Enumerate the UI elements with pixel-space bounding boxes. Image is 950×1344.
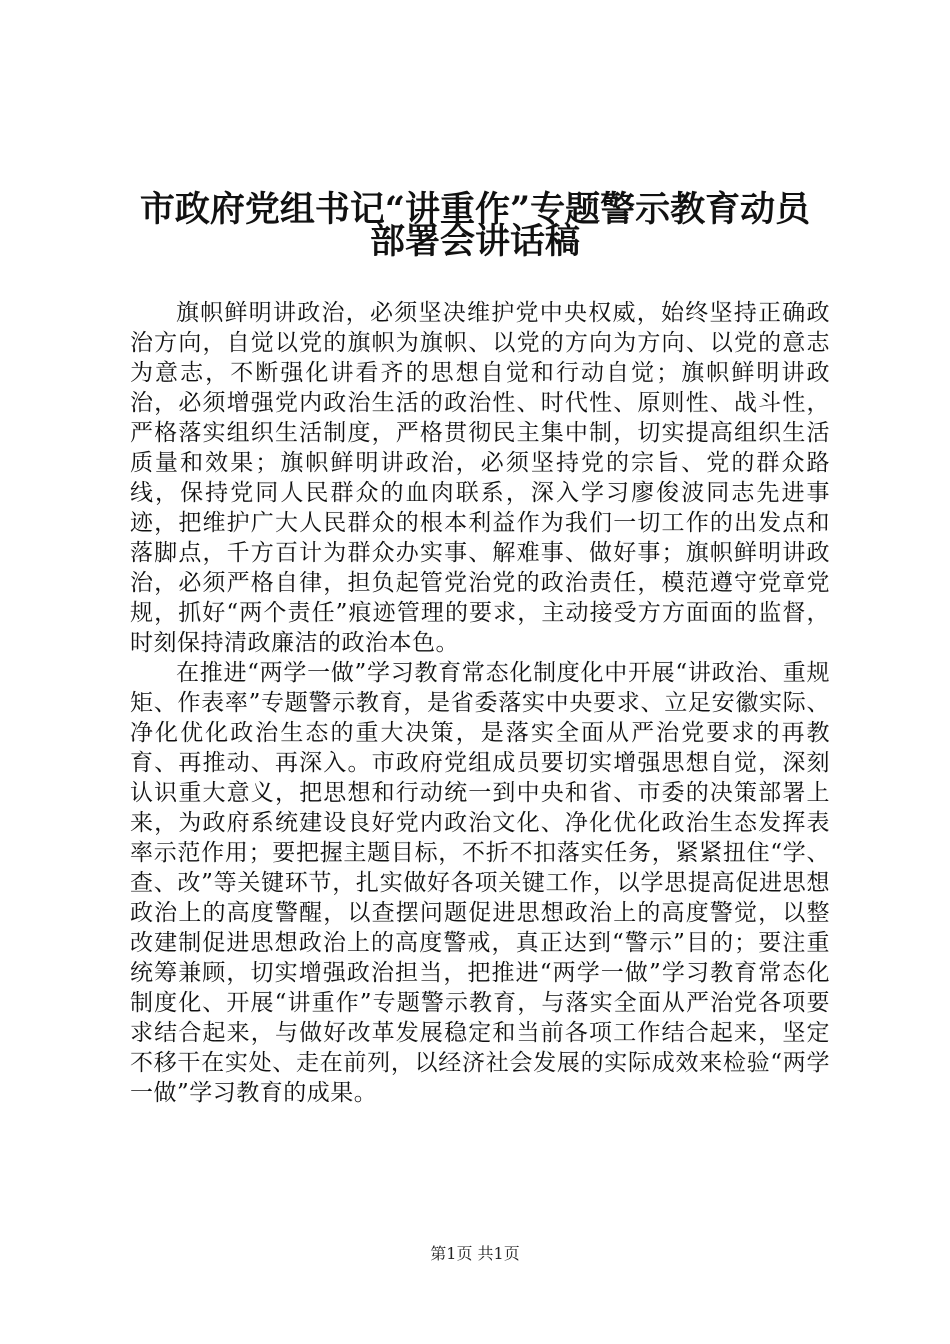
page-footer: 第1页 共1页 [430,1244,520,1263]
document-body [130,298,830,1108]
paragraph-2: 在推进“两学一做”学习教育常态化制度化中开展“讲政治、重规矩、作表率”专题警示教育，是省委落实中央要求、立足安徽实际、净化优化政治生态的重大决策，是落实全面从严治党要求的再教育、再推动、再深入。市政府党组成员要切实增强思想自觉，深刻认识重大意义，把思想和行动统一到中央和省、市委的决策部署上来，为政府系统建设良好党内政治文化、净化优化政治生态发挥表率示范作用；要把握主题目标，不折不扣落实任务，紧紧扭住“学、查、改”等关键环节，扎实做好各项关键工作，以学思提高促进思想政治上的高度警醒，以查摆问题促进思想政治上的高度警觉，以整改建制促进思想政治上的高度警戒，真正达到“警示”目的；要注重统筹兼顾，切实增强政治担当，把推进“两学一做”学习教育常态化制度化、开展“讲重作”专题警示教育，与落实全面从严治党各项要求结合起来，与做好改革发展稳定和当前各项工作结合起来，坚定不移干在实处、走在前列，以经济社会发展的实际成效来检验“两学一做”学习教育的成果。 [130,660,830,1106]
document-title-line-1: 市政府党组书记“讲重作”专题警示教育动员 [139,189,811,230]
paragraph-1: 旗帜鲜明讲政治，必须坚决维护党中央权威，始终坚持正确政治方向，自觉以党的旗帜为旗帜、以党的方向为方向、以党的意志为意志，不断强化讲看齐的思想自觉和行动自觉；旗帜鲜明讲政治，必须增强党内政治生活的政治性、时代性、原则性、战斗性，严格落实组织生活制度，严格贯彻民主集中制，切实提高组织生活质量和效果；旗帜鲜明讲政治，必须坚持党的宗旨、党的群众路线，保持党同人民群众的血肉联系，深入学习廖俊波同志先进事迹，把维护广大人民群众的根本利益作为我们一切工作的出发点和落脚点，千方百计为群众办实事、解难事、做好事；旗帜鲜明讲政治，必须严格自律，担负起管党治党的政治责任，模范遵守党章党规，抓好“两个责任”痕迹管理的要求，主动接受方方面面的监督，时刻保持清政廉洁的政治本色。 [130,300,830,656]
document-title-line-2: 部署会讲话稿 [369,221,580,262]
